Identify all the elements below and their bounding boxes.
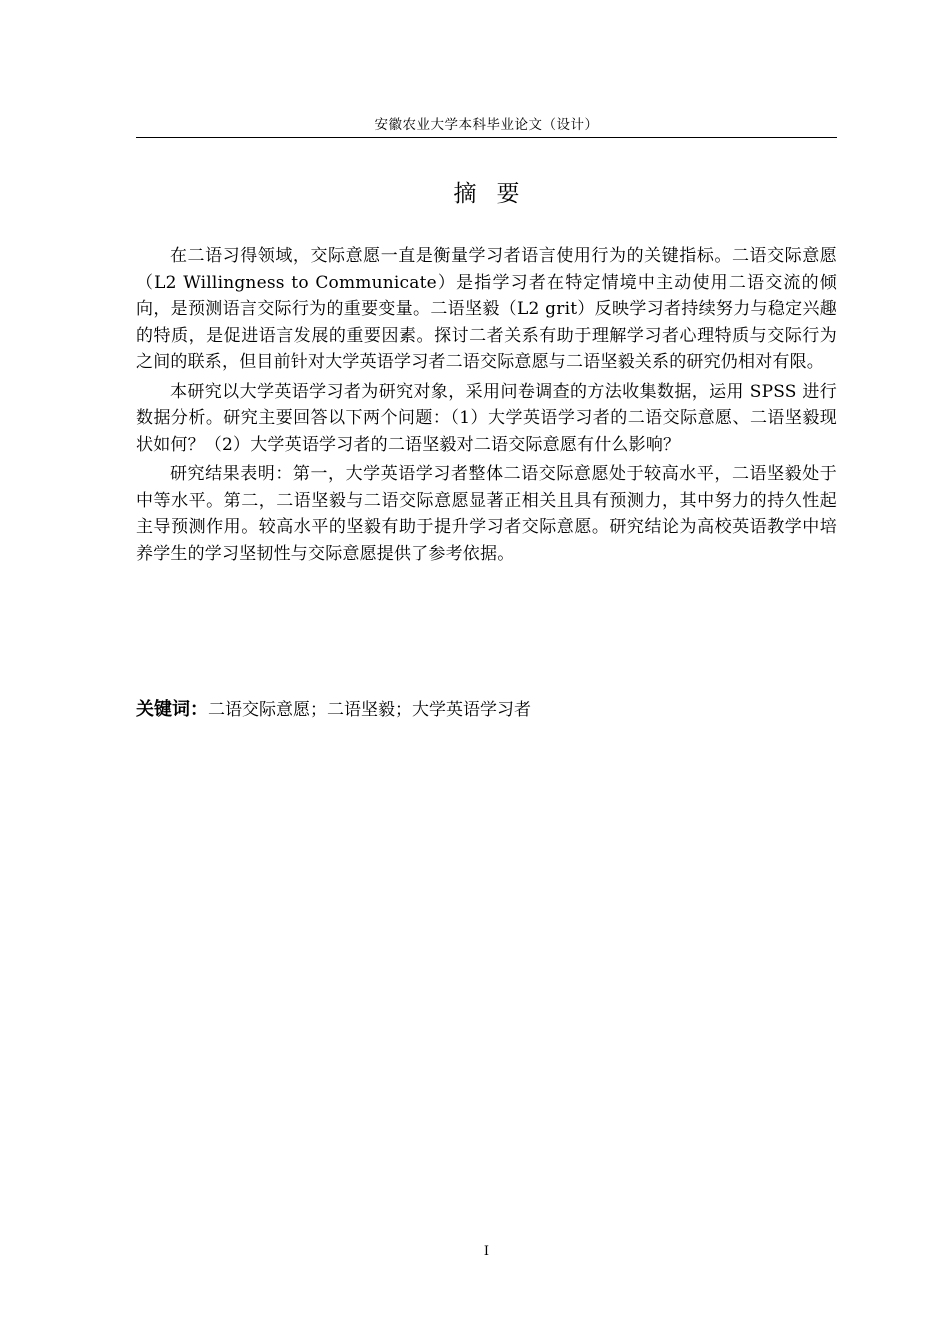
abstract-body <box>136 243 837 567</box>
abstract-paragraph-2: 本研究以大学英语学习者为研究对象，采用问卷调查的方法收集数据，运用 SPSS 进行数据分析。研究主要回答以下两个问题：（1）大学英语学习者的二语交际意愿、二语坚毅现状如何？（2）大学英语学习者的二语坚毅对二语交际意愿有什么影响？ <box>136 381 837 455</box>
keywords-value: 二语交际意愿；二语坚毅；大学英语学习者 <box>208 700 531 720</box>
abstract-paragraph-3: 研究结果表明：第一，大学英语学习者整体二语交际意愿处于较高水平，二语坚毅处于中等水平。第二，二语坚毅与二语交际意愿显著正相关且具有预测力，其中努力的持久性起主导预测作用。较高水平的坚毅有助于提升学习者交际意愿。研究结论为高校英语教学中培养学生的学习坚韧性与交际意愿提供了参考依据。 <box>136 464 837 564</box>
header-rule <box>136 137 837 138</box>
keywords-label: 关键词： <box>136 699 208 720</box>
page-number: I <box>483 1244 490 1259</box>
abstract-title: 摘要 <box>453 181 540 207</box>
abstract-paragraph-1: 在二语习得领域，交际意愿一直是衡量学习者语言使用行为的关键指标。二语交际意愿（L2 Willingness to Communicate）是指学习者在特定情境中主动使用二语交流的倾向，是预测语言交际行为的重要变量。二语坚毅（L2 grit）反映学习者持续努力与稳定兴趣的特质，是促进语言发展的重要因素。探讨二者关系有助于理解学习者心理特质与交际行为之间的联系，但目前针对大学英语学习者二语交际意愿与二语坚毅关系的研究仍相对有限。 <box>136 246 837 372</box>
keywords-line <box>136 697 837 723</box>
running-header: 安徽农业大学本科毕业论文（设计） <box>374 117 599 133</box>
